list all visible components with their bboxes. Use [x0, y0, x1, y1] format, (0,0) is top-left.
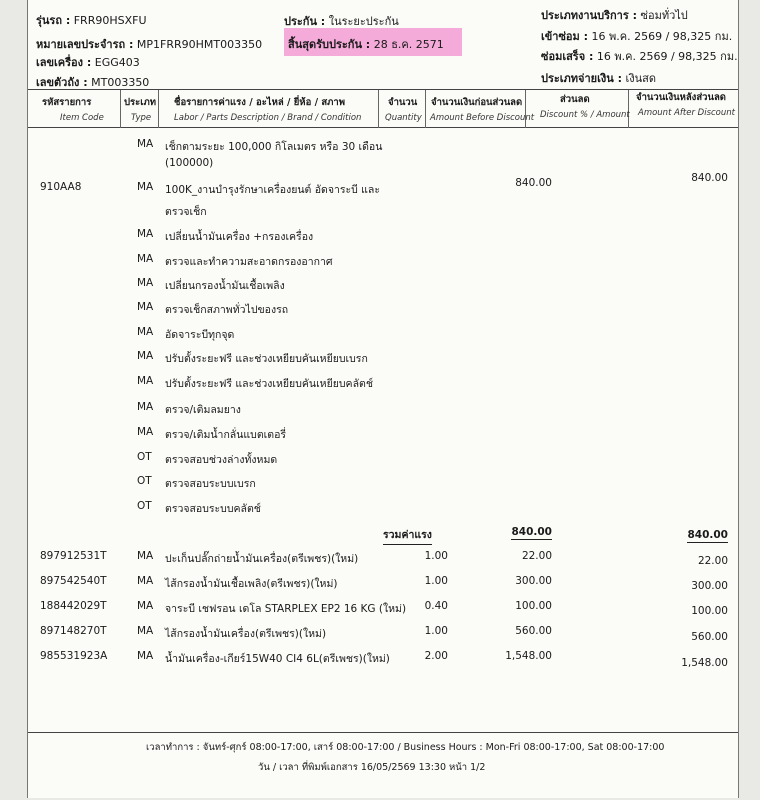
labor-total-amount: 840.00	[511, 526, 552, 538]
col-divider	[425, 90, 426, 128]
model-label: รุ่นรถ :	[36, 14, 71, 27]
row-desc: 100K_งานบำรุงรักษาเครื่องยนต์ อัดจาระบี และ	[165, 184, 380, 196]
model-field	[36, 11, 147, 29]
col-type-th: ประเภท	[124, 97, 157, 108]
table-row	[28, 172, 740, 203]
row-amount-after: 560.00	[691, 631, 728, 643]
row-desc: ตรวจสอบระบบคลัตช์	[165, 503, 261, 515]
row-type: MA	[137, 253, 154, 265]
chassis-value: MT003350	[91, 76, 150, 89]
row-desc: อัดจาระบีทุกจุด	[165, 329, 235, 341]
row-amount-after: 100.00	[691, 605, 728, 617]
payment-label: ประเภทจ่ายเงิน :	[541, 72, 623, 85]
engine-value: EGG403	[94, 56, 140, 69]
col-desc-th: ชื่อรายการค่าแรง / อะไหล่ / ยี่ห้อ / สภาพ	[174, 97, 346, 108]
row-desc: ตรวจ/เติมน้ำกลั่นแบตเตอรี่	[165, 429, 287, 441]
row-type: MA	[137, 181, 154, 193]
payment-field	[541, 69, 656, 87]
labor-total-row	[28, 526, 740, 548]
row-desc: ตรวจและทำความสะอาดกรองอากาศ	[165, 256, 333, 268]
row-type: MA	[137, 401, 154, 413]
row-type: MA	[137, 375, 154, 387]
done-date-value: 16 พ.ค. 2569 / 98,325 กม.	[596, 50, 738, 63]
row-code: 897912531T	[40, 550, 107, 562]
done-date-label: ซ่อมเสร็จ :	[541, 50, 594, 63]
row-amount: 1,548.00	[505, 650, 552, 662]
table-row	[28, 326, 740, 348]
model-value: FRR90HSXFU	[73, 14, 147, 27]
col-divider	[120, 90, 121, 128]
labor-total-after: 840.00	[687, 529, 728, 541]
table-row	[28, 500, 740, 522]
table-row	[28, 401, 740, 423]
col-divider	[158, 90, 159, 128]
row-desc: ปรับตั้งระยะฟรี และช่วงเหยียบคันเหยียบเบรก	[165, 353, 368, 365]
col-discount-en: Discount % / Amount	[540, 110, 630, 120]
col-discount-th: ส่วนลด	[560, 94, 590, 105]
service-type-value: ซ่อมทั่วไป	[640, 9, 688, 22]
row-amount-after: 840.00	[691, 172, 728, 184]
col-qty-en: Quantity	[385, 113, 422, 123]
row-desc: จาระบี เชฟรอน เดโล STARPLEX EP2 16 KG (ใหม่)	[165, 603, 407, 615]
labor-total-label: รวมค่าแรง	[383, 526, 432, 545]
row-type: MA	[137, 650, 154, 662]
table-row	[28, 426, 740, 448]
engine-label: เลขเครื่อง :	[36, 56, 92, 69]
table-row	[28, 550, 740, 572]
in-date-label: เข้าซ่อม :	[541, 30, 589, 43]
col-after-en: Amount After Discount	[638, 108, 735, 118]
table-row	[28, 600, 740, 622]
chassis-label: เลขตัวถัง :	[36, 76, 88, 89]
row-type: OT	[137, 500, 152, 512]
row-desc: (100000)	[165, 157, 214, 169]
footer-rule	[28, 732, 738, 733]
col-code-en: Item Code	[60, 113, 104, 123]
row-type: MA	[137, 277, 154, 289]
row-desc: น้ำมันเครื่อง-เกียร์15W40 CI4 6L(ตรีเพชร)(ใหม่)	[165, 653, 390, 665]
col-after-th: จำนวนเงินหลังส่วนลด	[636, 92, 726, 103]
table-row	[28, 253, 740, 275]
row-qty: 1.00	[424, 550, 448, 562]
col-qty-th: จำนวน	[388, 97, 418, 108]
service-type-field	[541, 6, 688, 24]
row-type: MA	[137, 228, 154, 240]
row-desc: ปรับตั้งระยะฟรี และช่วงเหยียบคันเหยียบคลัตช์	[165, 378, 373, 390]
table-row	[28, 277, 740, 299]
table-row	[28, 650, 740, 672]
table-row	[28, 350, 740, 372]
table-row	[28, 301, 740, 323]
row-type: MA	[137, 575, 154, 587]
row-type: OT	[137, 451, 152, 463]
row-code: 897148270T	[40, 625, 107, 637]
row-type: MA	[137, 301, 154, 313]
row-type: MA	[137, 138, 154, 150]
row-desc: ตรวจสอบช่วงล่างทั้งหมด	[165, 454, 278, 466]
row-amount-after: 22.00	[697, 555, 728, 567]
row-type: MA	[137, 426, 154, 438]
table-row	[28, 475, 740, 497]
warranty-value: ในระยะประกัน	[328, 15, 399, 28]
row-desc: ตรวจเช็กสภาพทั่วไปของรถ	[165, 304, 289, 316]
row-type: MA	[137, 550, 154, 562]
vin-field	[36, 35, 262, 53]
row-desc: ไส้กรองน้ำมันเครื่อง(ตรีเพชร)(ใหม่)	[165, 628, 327, 640]
warranty-end-label: สิ้นสุดรับประกัน :	[288, 38, 371, 51]
row-type: MA	[137, 625, 154, 637]
table-row	[28, 625, 740, 647]
row-desc: ตรวจ/เติมลมยาง	[165, 404, 241, 416]
table-row	[28, 203, 740, 225]
vin-label: หมายเลขประจำรถ :	[36, 38, 134, 51]
in-date-field	[541, 27, 732, 45]
engine-field	[36, 53, 140, 71]
warranty-label: ประกัน :	[284, 15, 326, 28]
row-code: 910AA8	[40, 181, 82, 193]
row-type: MA	[137, 326, 154, 338]
row-code: 188442029T	[40, 600, 107, 612]
row-desc: ตรวจเช็ก	[165, 206, 207, 218]
col-code-th: รหัสรายการ	[42, 97, 92, 108]
print-timestamp: วัน / เวลา ที่พิมพ์เอกสาร 16/05/2569 13:30 หน้า 1/2	[258, 762, 486, 773]
service-type-label: ประเภทงานบริการ :	[541, 9, 637, 22]
row-type: MA	[137, 350, 154, 362]
row-amount: 840.00	[515, 177, 552, 189]
row-type: MA	[137, 600, 154, 612]
row-qty: 0.40	[424, 600, 448, 612]
row-qty: 1.00	[424, 625, 448, 637]
business-hours: เวลาทำการ : จันทร์-ศุกร์ 08:00-17:00, เสาร์ 08:00-17:00 / Business Hours : Mon-Fri 08:00-17:00, Sat 08:00-17:00	[146, 742, 665, 753]
row-desc: เปลี่ยนน้ำมันเครื่อง +กรองเครื่อง	[165, 231, 314, 243]
col-divider	[378, 90, 379, 128]
row-desc: ไส้กรองน้ำมันเชื้อเพลิง(ตรีเพชร)(ใหม่)	[165, 578, 338, 590]
col-amt-en: Amount Before Discount	[430, 113, 535, 123]
payment-value: เงินสด	[625, 72, 657, 85]
table-row	[28, 375, 740, 397]
service-invoice-sheet	[27, 0, 739, 798]
header-top-rule	[28, 89, 738, 90]
done-date-field	[541, 47, 738, 65]
row-desc: ตรวจสอบระบบเบรก	[165, 478, 256, 490]
warranty-end-value: 28 ธ.ค. 2571	[373, 38, 444, 51]
row-amount: 100.00	[515, 600, 552, 612]
warranty-end-field	[288, 35, 444, 53]
warranty-field	[284, 12, 399, 30]
in-date-value: 16 พ.ค. 2569 / 98,325 กม.	[591, 30, 733, 43]
col-amt-th: จำนวนเงินก่อนส่วนลด	[431, 97, 523, 108]
row-desc: ปะเก็นปลั๊กถ่ายน้ำมันเครื่อง(ตรีเพชร)(ใหม่)	[165, 553, 359, 565]
col-divider	[628, 90, 629, 128]
header-bottom-rule	[28, 127, 738, 128]
row-qty: 1.00	[424, 575, 448, 587]
row-amount: 300.00	[515, 575, 552, 587]
row-code: 985531923A	[40, 650, 108, 662]
row-amount-after: 300.00	[691, 580, 728, 592]
row-amount: 560.00	[515, 625, 552, 637]
row-amount-after: 1,548.00	[681, 657, 728, 669]
col-desc-en: Labor / Parts Description / Brand / Condition	[174, 113, 362, 123]
row-type: OT	[137, 475, 152, 487]
vin-value: MP1FRR90HMT003350	[136, 38, 263, 51]
row-desc: เปลี่ยนกรองน้ำมันเชื้อเพลิง	[165, 280, 285, 292]
col-type-en: Type	[131, 113, 152, 123]
table-row	[28, 575, 740, 597]
row-code: 897542540T	[40, 575, 107, 587]
table-row	[28, 451, 740, 473]
row-qty: 2.00	[424, 650, 448, 662]
row-amount: 22.00	[521, 550, 552, 562]
row-desc: เช็กตามระยะ 100,000 กิโลเมตร หรือ 30 เดือน	[165, 141, 383, 153]
table-row	[28, 228, 740, 250]
